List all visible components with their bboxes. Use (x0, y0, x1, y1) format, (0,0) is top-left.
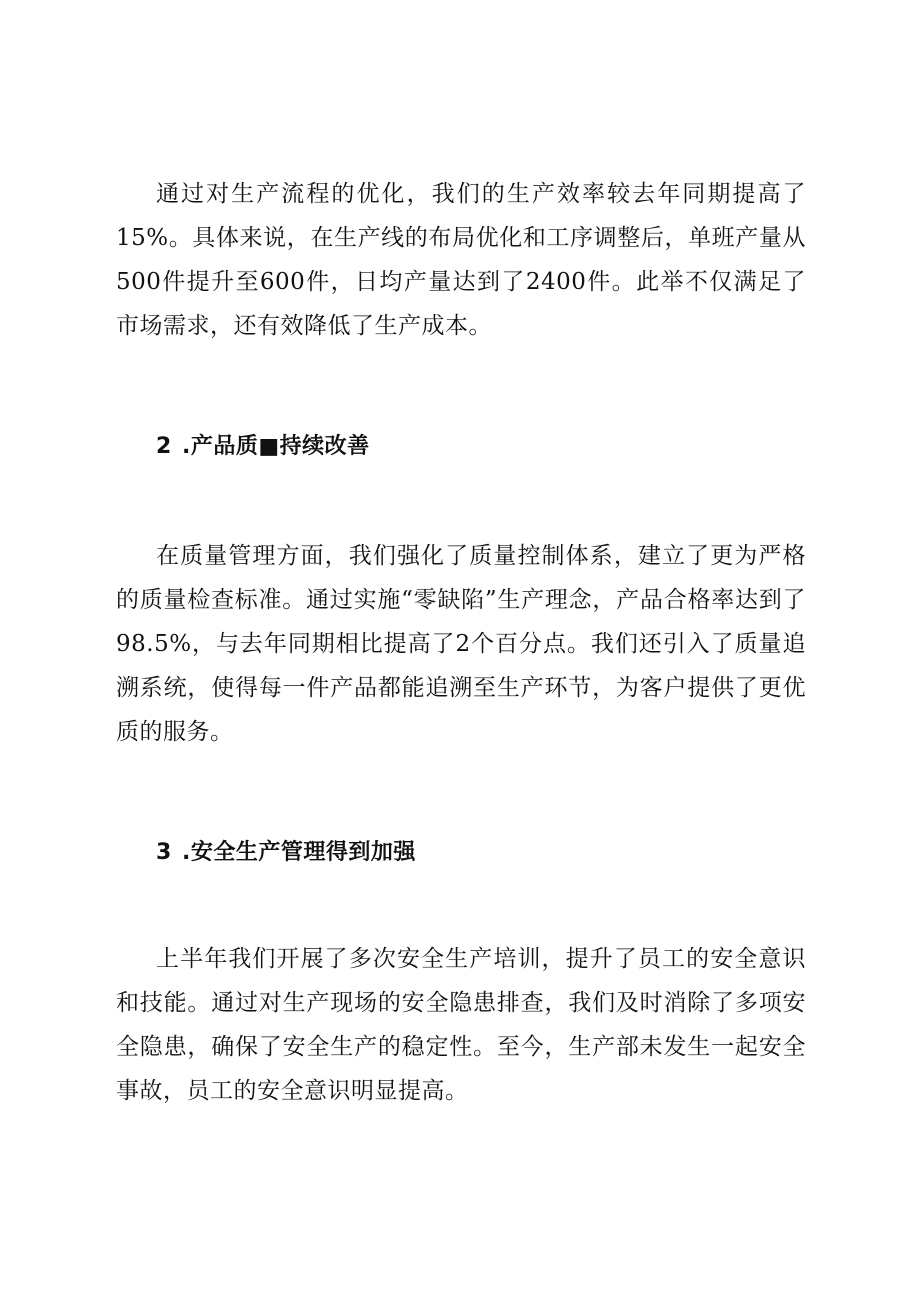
section-heading-safety (156, 838, 416, 868)
section-title: .产品质■持续改善 (182, 434, 370, 459)
section-title: .安全生产管理得到加强 (182, 840, 416, 865)
section-number: 3 (156, 840, 172, 865)
safety-management-paragraph: 上半年我们开展了多次安全生产培训，提升了员工的安全意识和技能。通过对生产现场的安全隐患排查，我们及时消除了多项安全隐患，确保了安全生产的稳定性。至今，生产部未发生一起安全事故，员工的安全意识明显提高。 (116, 946, 806, 1104)
section-heading-quality (156, 432, 370, 462)
production-efficiency-paragraph: 通过对生产流程的优化，我们的生产效率较去年同期提高了15%。具体来说，在生产线的布局优化和工序调整后，单班产量从500件提升至600件，日均产量达到了2400件。此举不仅满足了市场需求，还有效降低了生产成本。 (116, 181, 806, 339)
quality-management-paragraph: 在质量管理方面，我们强化了质量控制体系，建立了更为严格的质量检查标准。通过实施“零缺陷”生产理念，产品合格率达到了98.5%，与去年同期相比提高了2个百分点。我们还引入了质量追溯系统，使得每一件产品都能追溯至生产环节，为客户提供了更优质的服务。 (116, 543, 806, 745)
section-number: 2 (156, 434, 172, 459)
